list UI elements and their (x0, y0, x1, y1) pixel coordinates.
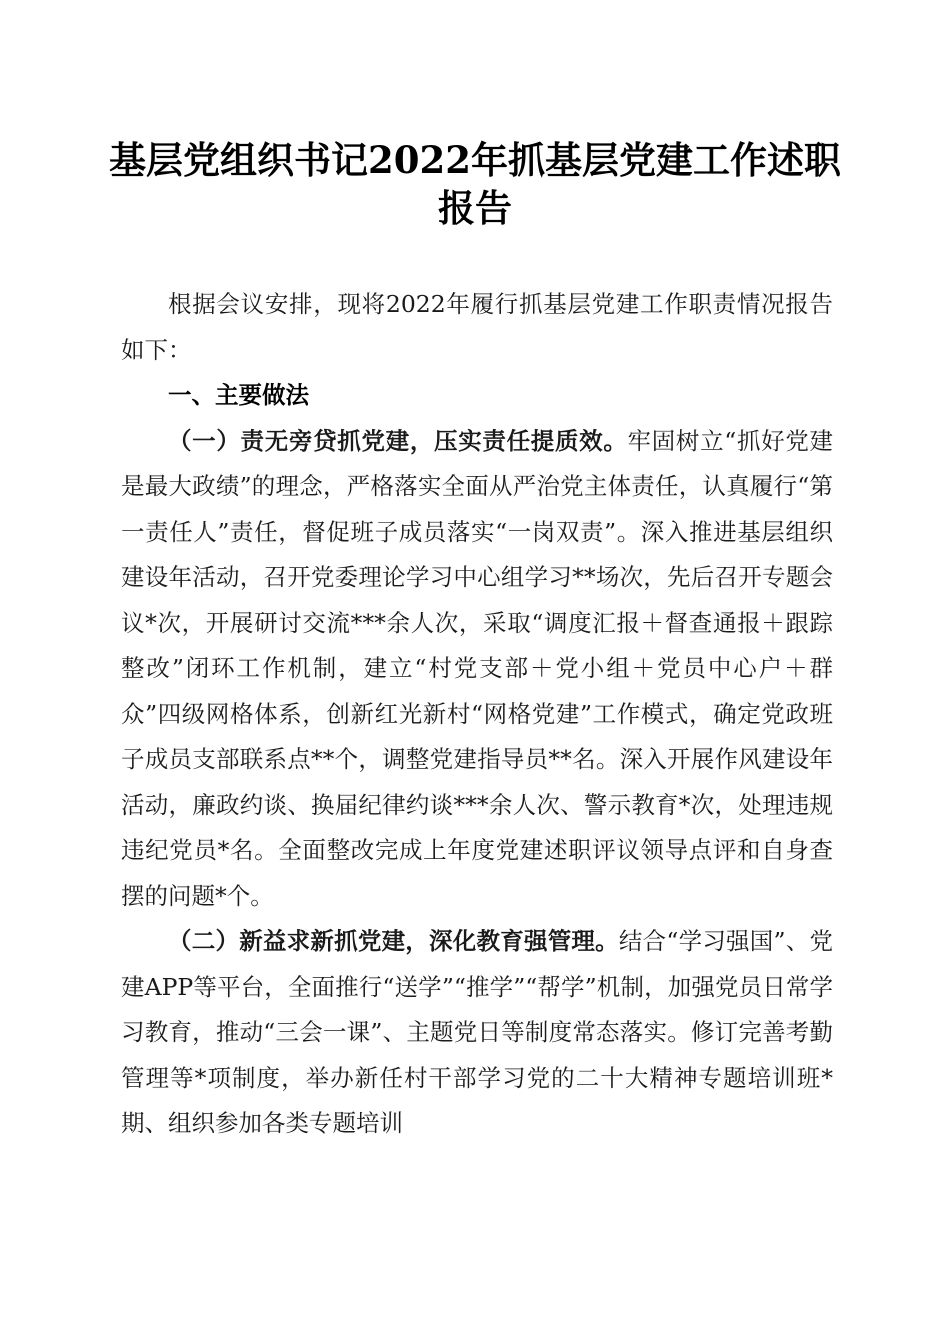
section-heading: 一、主要做法 (168, 381, 309, 409)
paragraph-lead: （一）责无旁贷抓党建，压实责任提质效。 (168, 426, 628, 455)
paragraph-text: 牢固树立“抓好党建是最大政绩”的理念，严格落实全面从严治党主体责任，认真履行“第一责任人”责任，督促班子成员落实“一岗双责”。深入推进基层组织建设年活动，召开党委理论学习中心组学习**场次，先后召开专题会议*次，开展研讨交流***余人次，采取“调度汇报＋督查通报＋跟踪整改”闭环工作机制，建立“村党支部＋党小组＋党员中心户＋群众”四级网格体系，创新红光新村“网格党建”工作模式，确定党政班子成员支部联系点**个，调整党建指导员**名。深入开展作风建设年活动，廉政约谈、换届纪律约谈***余人次、警示教育*次，处理违规违纪党员*名。全面整改完成上年度党建述职评议领导点评和自身查摆的问题*个。 (121, 426, 834, 910)
intro-paragraph: 根据会议安排，现将2022年履行抓基层党建工作职责情况报告如下： (121, 290, 833, 364)
document-body (121, 282, 833, 1147)
document-title: 基层党组织书记2022年抓基层党建工作述职报告 (109, 138, 841, 230)
paragraph-responsibility (121, 419, 833, 920)
paragraph-innovation (121, 919, 833, 1147)
paragraph-text: 结合“学习强国”、党建APP等平台，全面推行“送学”“推学”“帮学”机制，加强党员日常学习教育，推动“三会一课”、主题党日等制度常态落实。修订完善考勤管理等*项制度，举办新任村干部学习党的二十大精神专题培训班*期、组织参加各类专题培训 (121, 927, 833, 1137)
paragraph-lead: （二）新益求新抓党建，深化教育强管理。 (168, 927, 619, 955)
